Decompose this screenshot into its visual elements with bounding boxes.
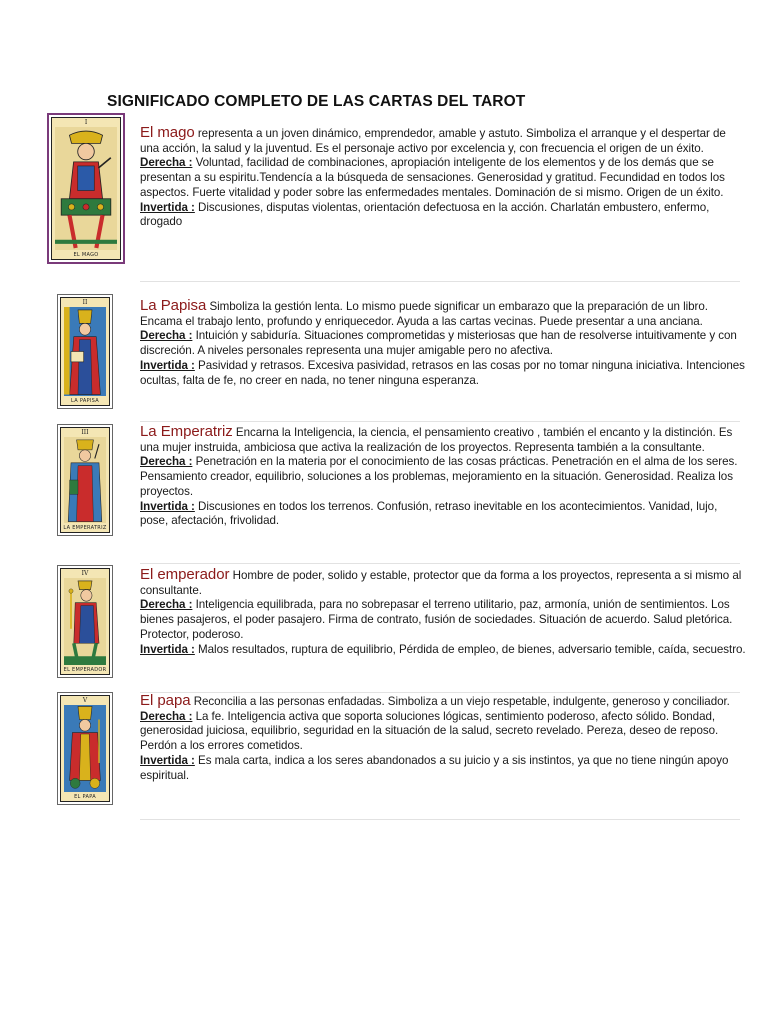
invertida-label: Invertida :: [140, 753, 195, 767]
derecha-label: Derecha :: [140, 455, 193, 469]
card-image-el-emperador: [57, 565, 113, 678]
divider: [140, 281, 740, 282]
derecha-label: Derecha :: [140, 598, 193, 612]
derecha-label: Derecha :: [140, 709, 193, 723]
card-entry-la-papisa: [140, 299, 748, 388]
invertida-text: Malos resultados, ruptura de equilibrio, Pérdida de empleo, de bienes, adversario temible, caída, secuestro.: [198, 642, 746, 656]
derecha-text: Voluntad, facilidad de combinaciones, apropiación inteligente de los elementos y de los demás que se presentan a su espiritu.Tendencía a la búsqueda de sensaciones. Generosidad y gratitud. Fecundidad en todos los aspectos. Fuerte vitalidad y poder sobre las enfermedades mentales. Dominación de si mismo. Origen de un éxito.: [140, 156, 725, 199]
divider: [140, 819, 740, 820]
card-image-el-papa: [57, 692, 113, 805]
invertida-label: Invertida :: [140, 358, 195, 372]
invertida-text: Discusiones, disputas violentas, orientación defectuosa en la acción. Charlatán embustero, enfermo, drogado: [140, 200, 710, 229]
invertida-label: Invertida :: [140, 200, 195, 214]
card-description: representa a un joven dinámico, emprendedor, amable y astuto. Simboliza el arranque y el despertar de una acción, la salud y la juventud. Es el personaje activo por excelencia y, con frecuencia el origen de un éxito.: [140, 127, 726, 155]
card-caption: LA EMPERATRIZ: [63, 525, 107, 531]
invertida-label: Invertida :: [140, 499, 195, 513]
card-description: Simboliza la gestión lenta. Lo mismo puede significar un embarazo que la preparación de un libro. Encama el trabajo lento, profundo y enriquecedor. Ayuda a las cartas vecinas. Puede presentar a una anciana.: [140, 300, 708, 328]
card-numeral: II: [82, 299, 88, 306]
card-numeral: III: [81, 429, 89, 436]
divider: [140, 563, 740, 564]
card-caption: LA PAPISA: [71, 398, 99, 404]
card-caption: EL PAPA: [74, 794, 96, 800]
card-name: El emperador: [140, 566, 230, 583]
card-caption: EL EMPERADOR: [63, 667, 107, 673]
derecha-text: Penetración en la materia por el conocimiento de las cosas prácticas. Penetración en el alma de los seres. Pensamiento creador, equilibrio, soluciones a los problemas, mejoramiento en la situación. Generosidad. Realiza los proyectos.: [140, 455, 738, 498]
card-description: Encarna la Inteligencia, la ciencia, el pensamiento creativo , también el encanto y la distinción. Es una mujer instruida, ambiciosa que activa la realización de los proyectos. Representa también a la consultante.: [140, 426, 733, 454]
derecha-text: La fe. Inteligencia activa que soporta soluciones lógicas, sentimiento poderoso, afecto sólido. Bondad, generosidad juiciosa, equilibrio, seguridad en la situación de la salud, secreto revelado. Pereza, deseo de reposo. Perdón a los errores cometidos.: [140, 709, 719, 753]
card-entry-el-mago: [140, 126, 748, 230]
card-caption: EL MAGO: [73, 252, 99, 258]
derecha-label: Derecha :: [140, 156, 193, 170]
card-name: El papa: [140, 692, 191, 709]
page-title: SIGNIFICADO COMPLETO DE LAS CARTAS DEL TAROT: [107, 93, 526, 110]
derecha-label: Derecha :: [140, 329, 193, 343]
card-numeral: V: [82, 697, 88, 704]
card-image-la-papisa: [57, 294, 113, 409]
card-name: La Papisa: [140, 297, 207, 314]
invertida-text: Pasividad y retrasos. Excesiva pasividad, retrasos en las cosas por no tomar ninguna iniciativa. Intenciones ocultas, falta de fe, no creer en nada, no tener ninguna esperanza.: [140, 358, 745, 387]
card-entry-la-emperatriz: [140, 425, 748, 529]
invertida-text: Es mala carta, indica a los seres abandonados a su juicio y a sis instintos, ya que no tiene ningún apoyo espiritual.: [140, 753, 729, 782]
card-image-el-mago: [47, 113, 125, 264]
invertida-label: Invertida :: [140, 642, 195, 656]
card-numeral: I: [84, 119, 88, 126]
card-name: El mago: [140, 124, 195, 141]
derecha-text: Inteligencia equilibrada, para no sobrepasar el terreno utilitario, paz, armonía, unión de sentimientos. Los bienes pasajeros, el poder pasajero. Firma de contrato, fusión de sociedades. Situación de acuerdo. Salud pletórica. Protector, poderoso.: [140, 598, 733, 641]
invertida-text: Discusiones en todos los terrenos. Confusión, retraso inevitable en los acontecimientos. Vanidad, lujo, pose, afectación, frivolidad.: [140, 499, 718, 528]
card-entry-el-papa: [140, 694, 748, 783]
card-description: Reconcilia a las personas enfadadas. Simboliza a un viejo respetable, indulgente, generoso y conciliador.: [193, 695, 730, 708]
card-image-la-emperatriz: [57, 424, 113, 536]
card-numeral: IV: [81, 570, 89, 577]
card-description: Hombre de poder, solido y estable, protector que da forma a los proyectos, representa a si mismo al consultante.: [140, 569, 742, 597]
card-entry-el-emperador: [140, 568, 748, 657]
derecha-text: Intuición y sabiduría. Situaciones comprometidas y misteriosas que han de resolverse intuitivamente y con discreción. A niveles personales representa una mujer amigable pero no afectiva.: [140, 329, 737, 358]
divider: [140, 692, 740, 693]
divider: [140, 421, 740, 422]
card-name: La Emperatriz: [140, 423, 233, 440]
